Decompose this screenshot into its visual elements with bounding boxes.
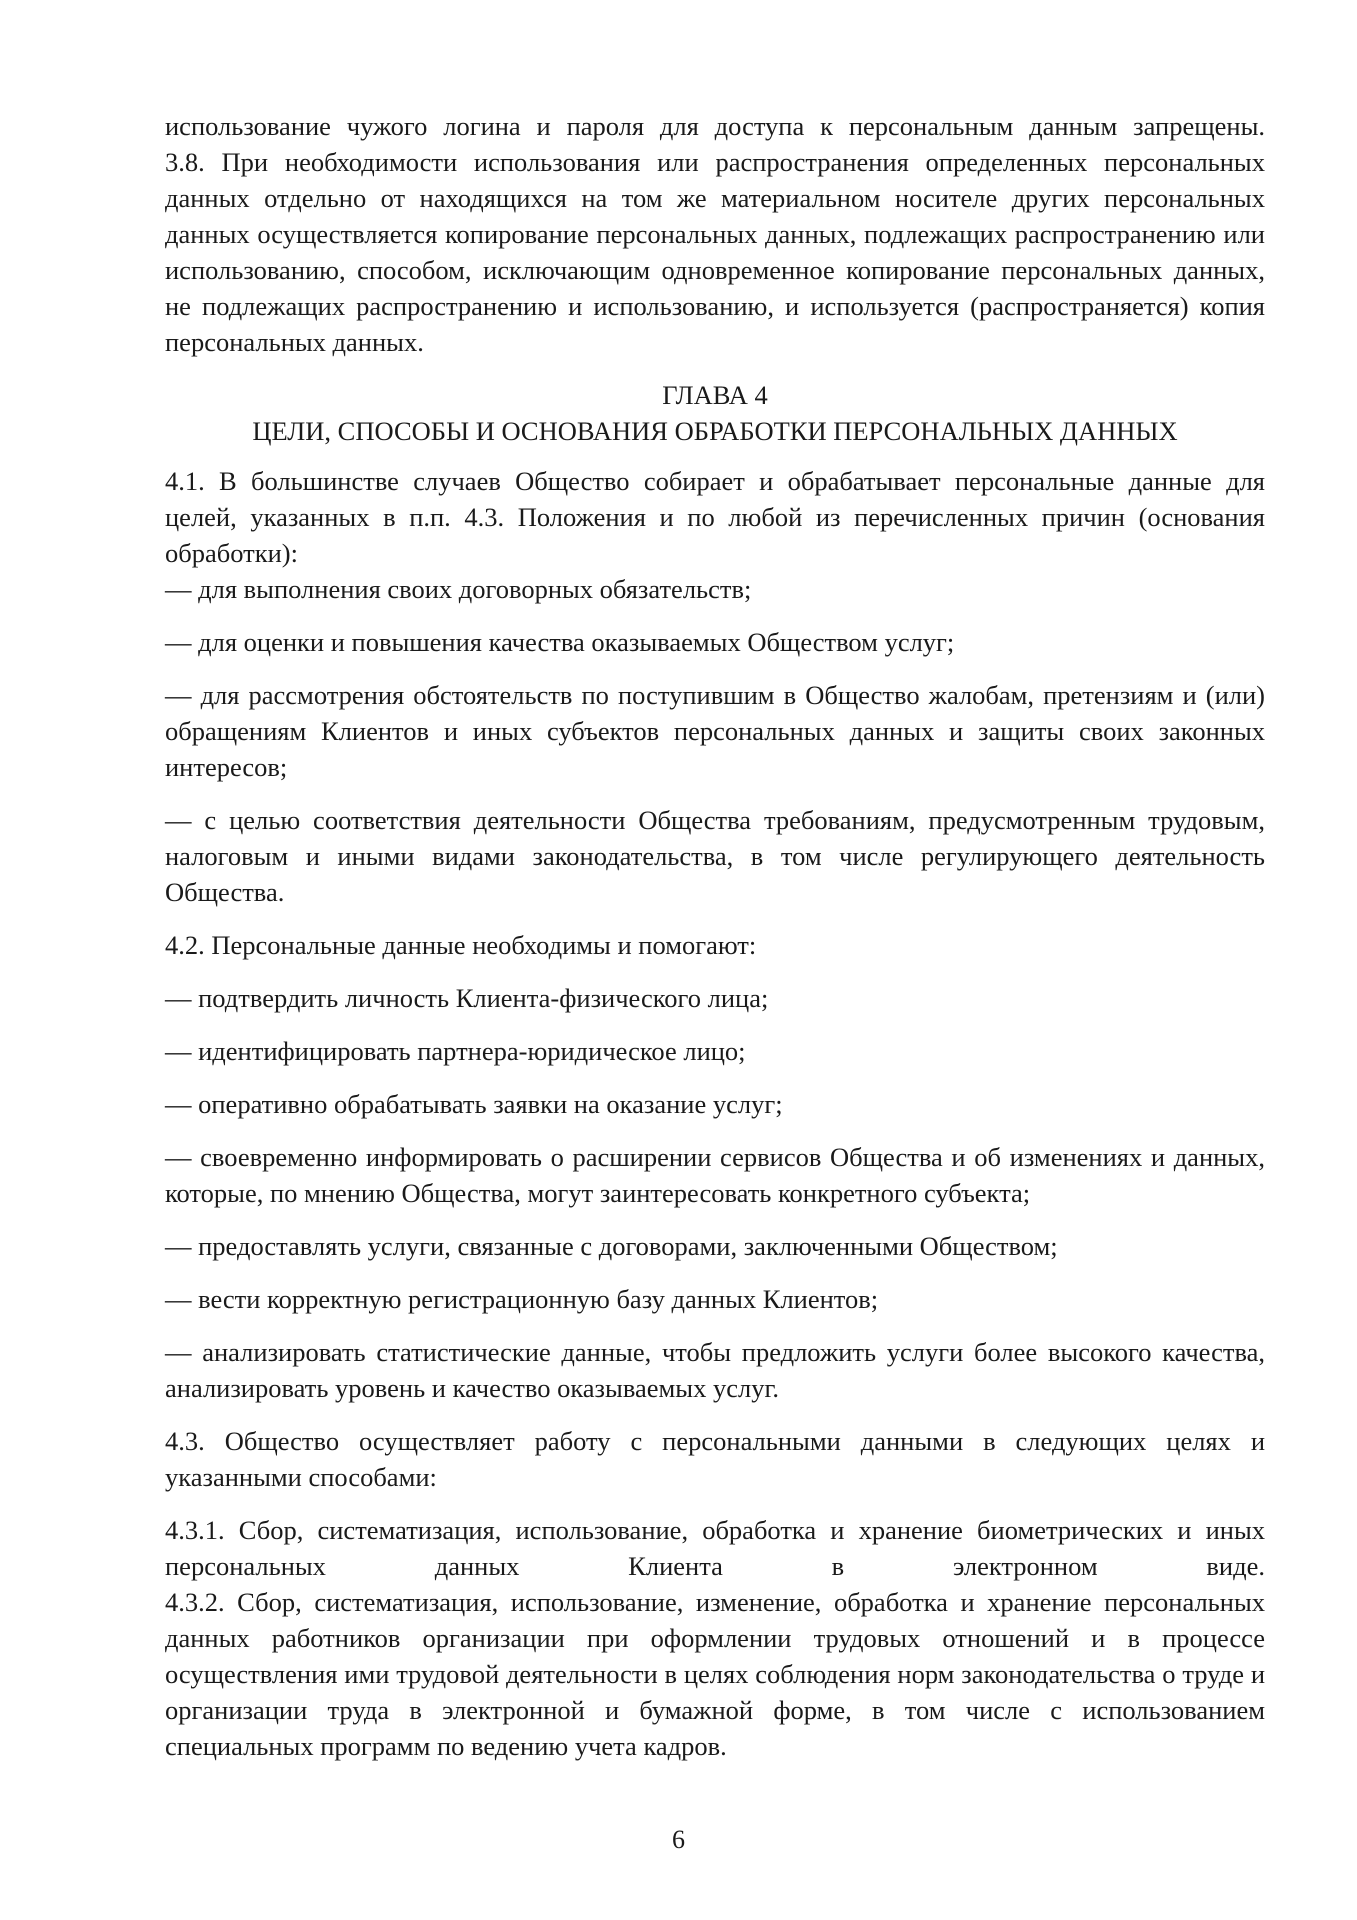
list-item: — для рассмотрения обстоятельств по поступившим в Общество жалобам, претензиям и (или) обращениям Клиентов и иных субъектов персональных данных и защиты своих законных интересов; — [165, 680, 1265, 782]
list-item: — для выполнения своих договорных обязательств; — [165, 574, 752, 604]
list-item: — идентифицировать партнера-юридическое лицо; — [165, 1036, 746, 1066]
list-item: — вести корректную регистрационную базу данных Клиентов; — [165, 1284, 879, 1314]
list-item: — предоставлять услуги, связанные с договорами, заключенными Обществом; — [165, 1231, 1058, 1261]
page-number: 6 — [672, 1825, 685, 1854]
chapter-title: ЦЕЛИ, СПОСОБЫ И ОСНОВАНИЯ ОБРАБОТКИ ПЕРСОНАЛЬНЫХ ДАННЫХ — [252, 416, 1178, 446]
list-item: — оперативно обрабатывать заявки на оказание услуг; — [165, 1089, 783, 1119]
list-item: — анализировать статистические данные, чтобы предложить услуги более высокого качества, анализировать уровень и качество оказываемых услуг. — [165, 1337, 1265, 1403]
paragraph-4-2: 4.2. Персональные данные необходимы и помогают: — [165, 930, 757, 960]
list-item: — с целью соответствия деятельности Общества требованиям, предусмотренным трудовым, налоговым и иными видами законодательства, в том числе регулирующего деятельность Общества. — [165, 805, 1265, 907]
paragraph-3-8: 3.8. При необходимости использования или распространения определенных персональных данных отдельно от находящихся на том же материальном носителе других персональных данных осуществляется копирование персональных данных, подлежащих распространению или использованию, способом, исключающим одновременное копирование персональных данных, не подлежащих распространению и использованию, и используется (распространяется) копия персональных данных. — [165, 147, 1265, 357]
list-item: — своевременно информировать о расширении сервисов Общества и об изменениях и данных, которые, по мнению Общества, могут заинтересовать конкретного субъекта; — [165, 1142, 1265, 1208]
chapter-number: ГЛАВА 4 — [662, 380, 768, 410]
paragraph-4-3-1: 4.3.1. Сбор, систематизация, использование, обработка и хранение биометрических и иных персональных данных Клиента в электронном виде. — [165, 1515, 1265, 1581]
document-page — [165, 108, 1265, 1781]
list-item: — подтвердить личность Клиента-физического лица; — [165, 983, 769, 1013]
paragraph-line: использование чужого логина и пароля для доступа к персональным данным запрещены. — [165, 111, 1265, 141]
paragraph-4-3: 4.3. Общество осуществляет работу с персональными данными в следующих целях и указанными способами: — [165, 1426, 1265, 1492]
list-item: — для оценки и повышения качества оказываемых Обществом услуг; — [165, 627, 955, 657]
subsections-4-3 — [165, 1512, 1265, 1764]
paragraph-4-1: 4.1. В большинстве случаев Общество собирает и обрабатывает персональные данные для целей, указанных в п.п. 4.3. Положения и по любой из перечисленных причин (основания обработки): — [165, 466, 1265, 568]
paragraph-4-3-2: 4.3.2. Сбор, систематизация, использование, изменение, обработка и хранение персональных данных работников организации при оформлении трудовых отношений и в процессе осуществления ими трудовой деятельности в целях соблюдения норм законодательства о труде и организации труда в электронной и бумажной форме, в том числе с использованием специальных программ по ведению учета кадров. — [165, 1587, 1265, 1761]
chapter-heading — [165, 377, 1265, 449]
section-3-block — [165, 108, 1265, 360]
